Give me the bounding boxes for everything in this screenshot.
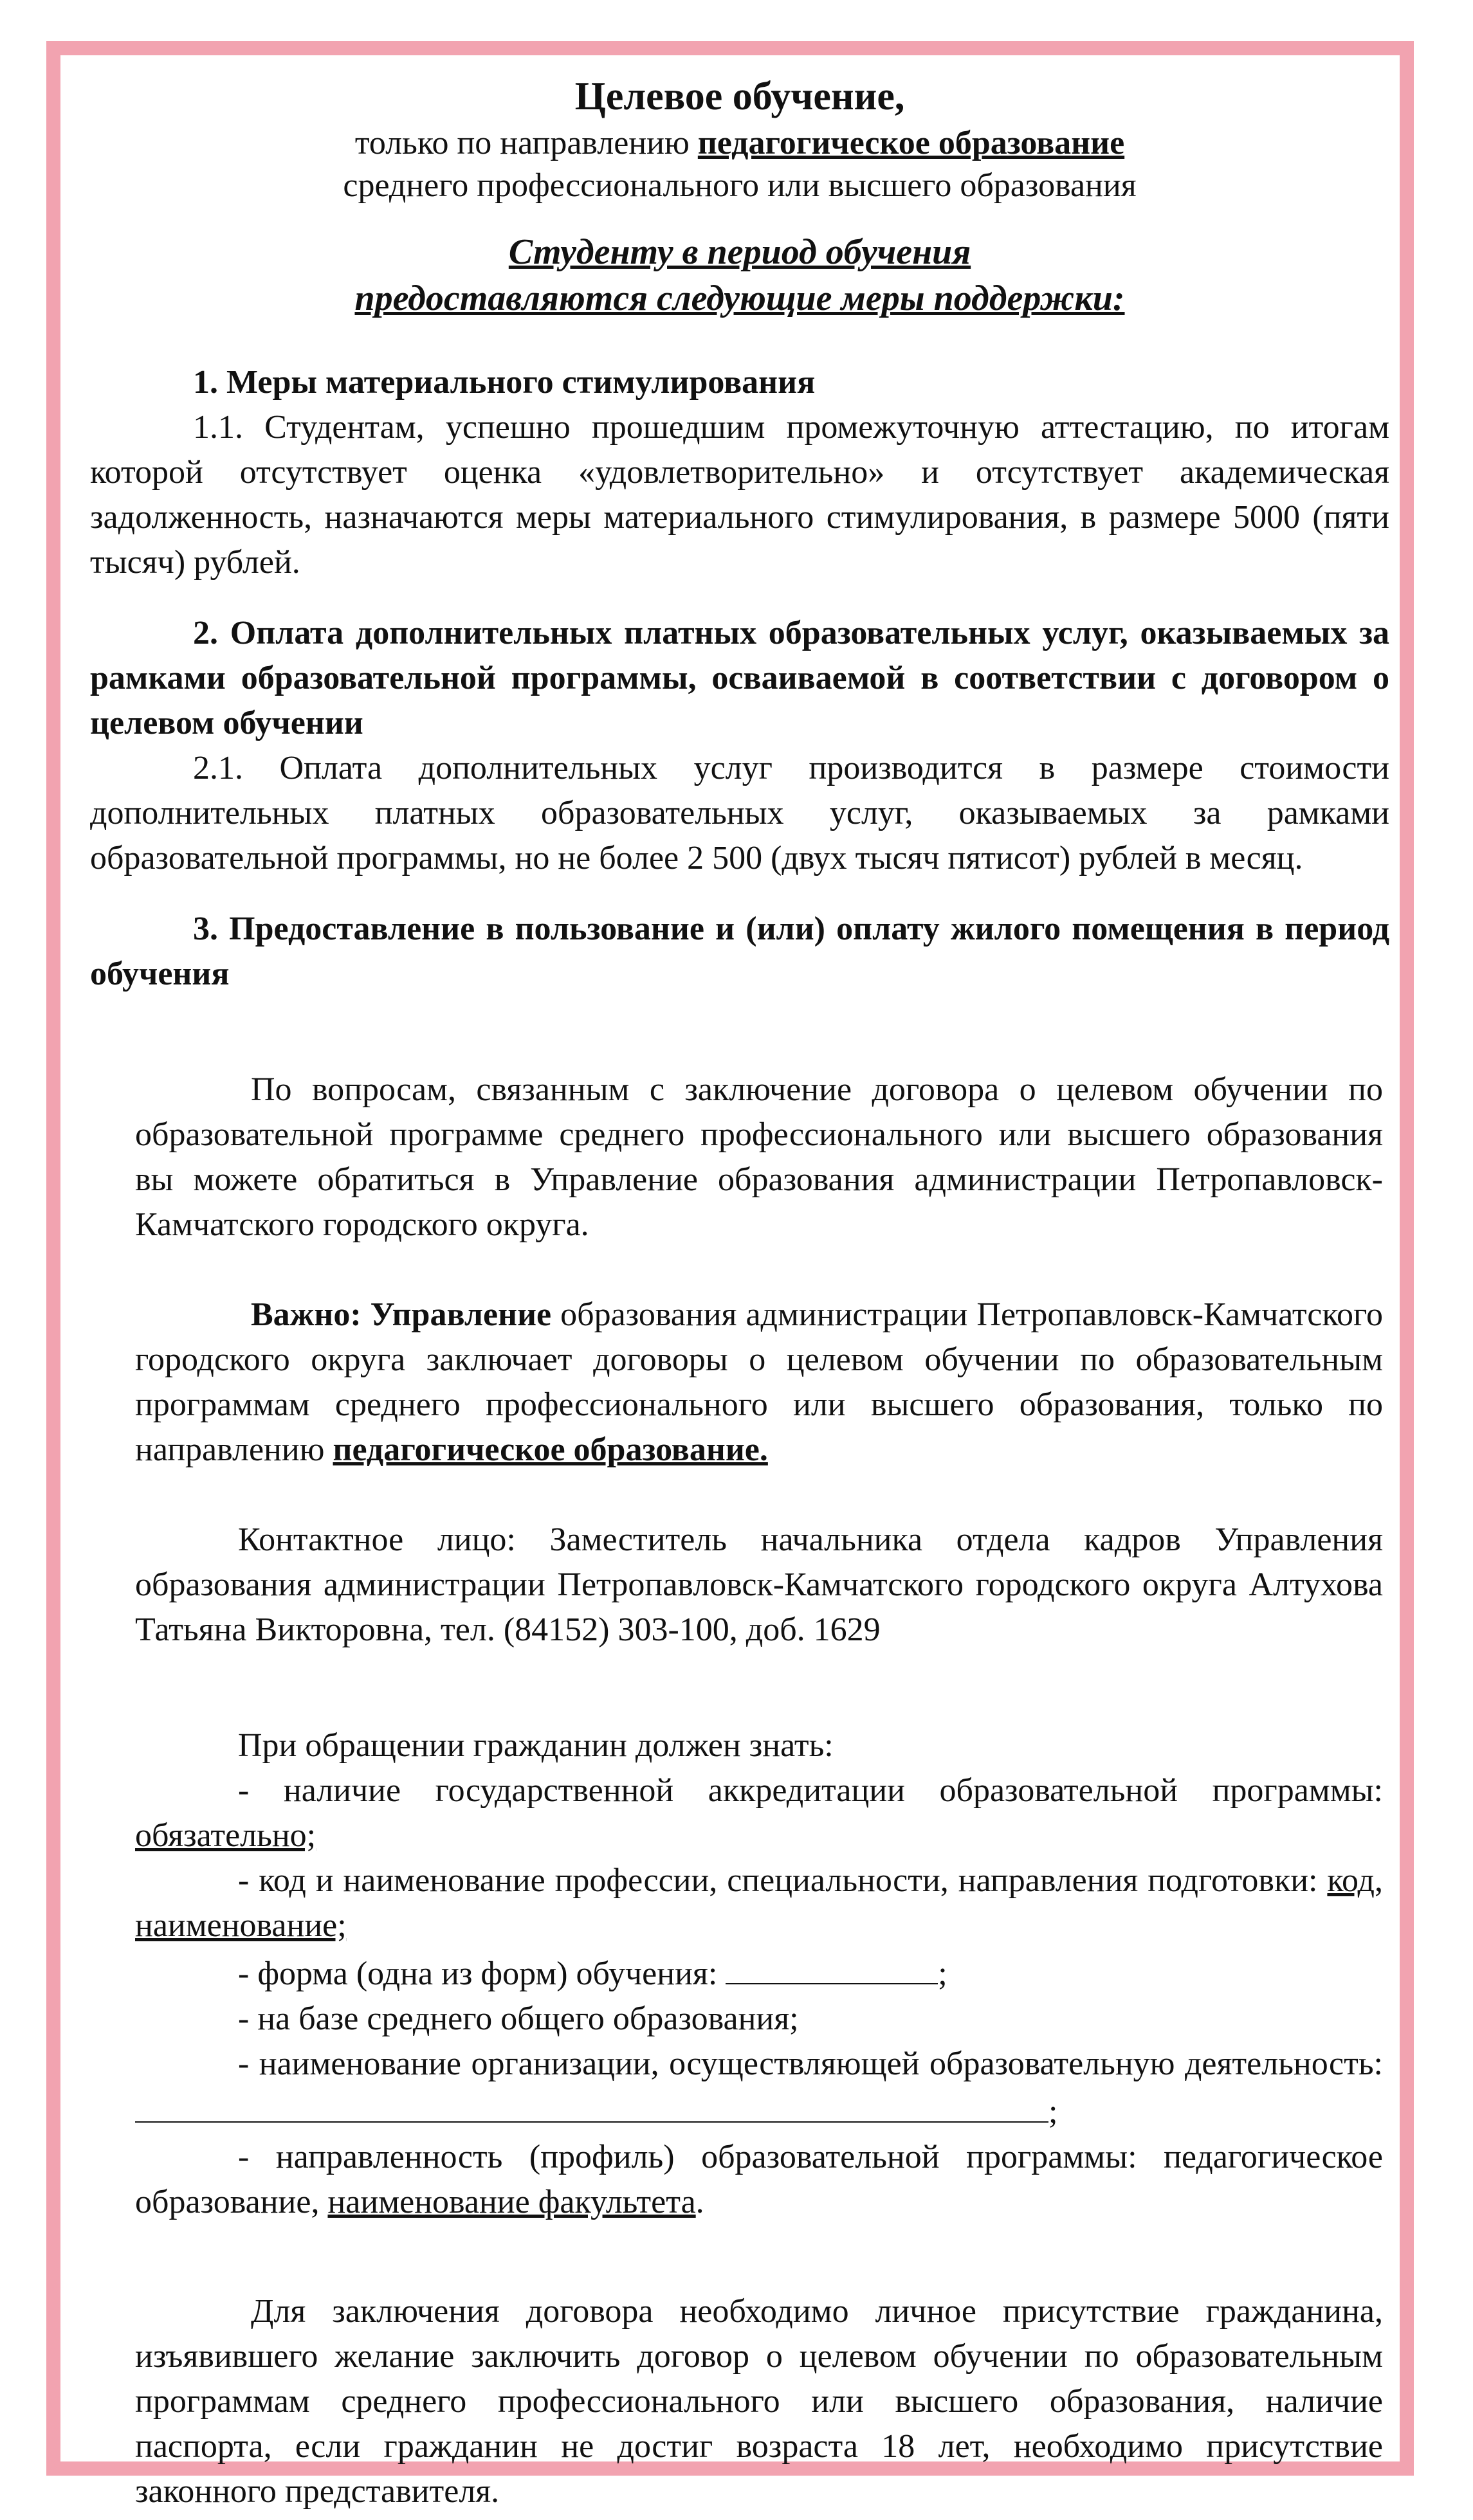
checklist-item: - направленность (профиль) образовательной программы: педагогическое образование, наименование факультета. (135, 2139, 1383, 2220)
checklist-item: - код и наименование профессии, специальности, направления подготовки: код, наименование; (135, 1862, 1383, 1944)
checklist-item: - форма (одна из форм) обучения: ; (135, 1948, 1383, 1997)
page-title: Целевое обучение, (574, 75, 905, 118)
contact-paragraph: Контактное лицо: Заместитель начальника отдела кадров Управления образования администрации Петропавловск-Камчатского городского округа Алтухова Татьяна Викторовна, тел. (84152) 303-100, доб. 1629 (135, 1521, 1383, 1648)
important-paragraph: Важно: Управление образования администрации Петропавловск-Камчатского городского округа заключает договоры о целевом обучении по образовательным программам среднего профессионального или высшего образования, только по направлению педагогическое образование. (135, 1296, 1383, 1468)
section-1-heading: 1. Меры материального стимулирования (193, 364, 816, 401)
checklist-item: - наличие государственной аккредитации образовательной программы: обязательно; (135, 1772, 1383, 1854)
header-block (90, 71, 1389, 322)
pedagogy-direction: педагогическое образование (697, 125, 1125, 161)
checklist-intro: При обращении гражданин должен знать: (238, 1727, 834, 1764)
header-level: среднего профессионального или высшего образования (343, 167, 1137, 204)
form-blank-line (726, 1948, 938, 1984)
section-1-text: 1.1. Студентам, успешно прошедшим промежуточную аттестацию, по итогам которой отсутствует оценка «удовлетворительно» и отсутствует академическая задолженность, назначаются меры материального стимулирования, в размере 5000 (пяти тысяч) рублей. (90, 409, 1389, 581)
section-2-heading: 2. Оплата дополнительных платных образовательных услуг, оказываемых за рамками образовательной программы, осваиваемой в соответствии с договором о целевом обучении (90, 615, 1389, 741)
organization-blank-line (135, 2087, 1048, 2123)
document-body (90, 71, 1389, 2514)
support-heading-1: Студенту в период обучения (508, 232, 971, 272)
important-direction: педагогическое образование. (333, 1431, 768, 1468)
checklist-item: - на базе среднего общего образования; (238, 2000, 799, 2037)
support-heading-2: предоставляются следующие меры поддержки: (354, 278, 1125, 318)
section-2-text: 2.1. Оплата дополнительных услуг производится в размере стоимости дополнительных платных образовательных услуг, оказываемых за рамками образовательной программы, но не более 2 500 (двух тысяч пятисот) рублей в месяц. (90, 750, 1389, 876)
closing-paragraph: Для заключения договора необходимо личное присутствие гражданина, изъявившего желание заключить договор о целевом обучении по образовательным программам среднего профессионального или высшего образования, наличие паспорта, если гражданин не достиг возраста 18 лет, необходимо присутствие законного представителя. (135, 2293, 1383, 2510)
checklist-item: - наименование организации, осуществляющей образовательную деятельность: ; (135, 2042, 1383, 2135)
important-label: Важно: Управление (251, 1296, 552, 1333)
checklist (90, 1723, 1383, 2225)
header-direction: только по направлению педагогическое образование (354, 125, 1125, 161)
section-3-heading: 3. Предоставление в пользование и (или) оплату жилого помещения в период обучения (90, 911, 1389, 992)
questions-paragraph: По вопросам, связанным с заключение договора о целевом обучении по образовательной программе среднего профессионального или высшего образования вы можете обратиться в Управление образования администрации Петропавловск-Камчатского городского округа. (135, 1071, 1383, 1243)
